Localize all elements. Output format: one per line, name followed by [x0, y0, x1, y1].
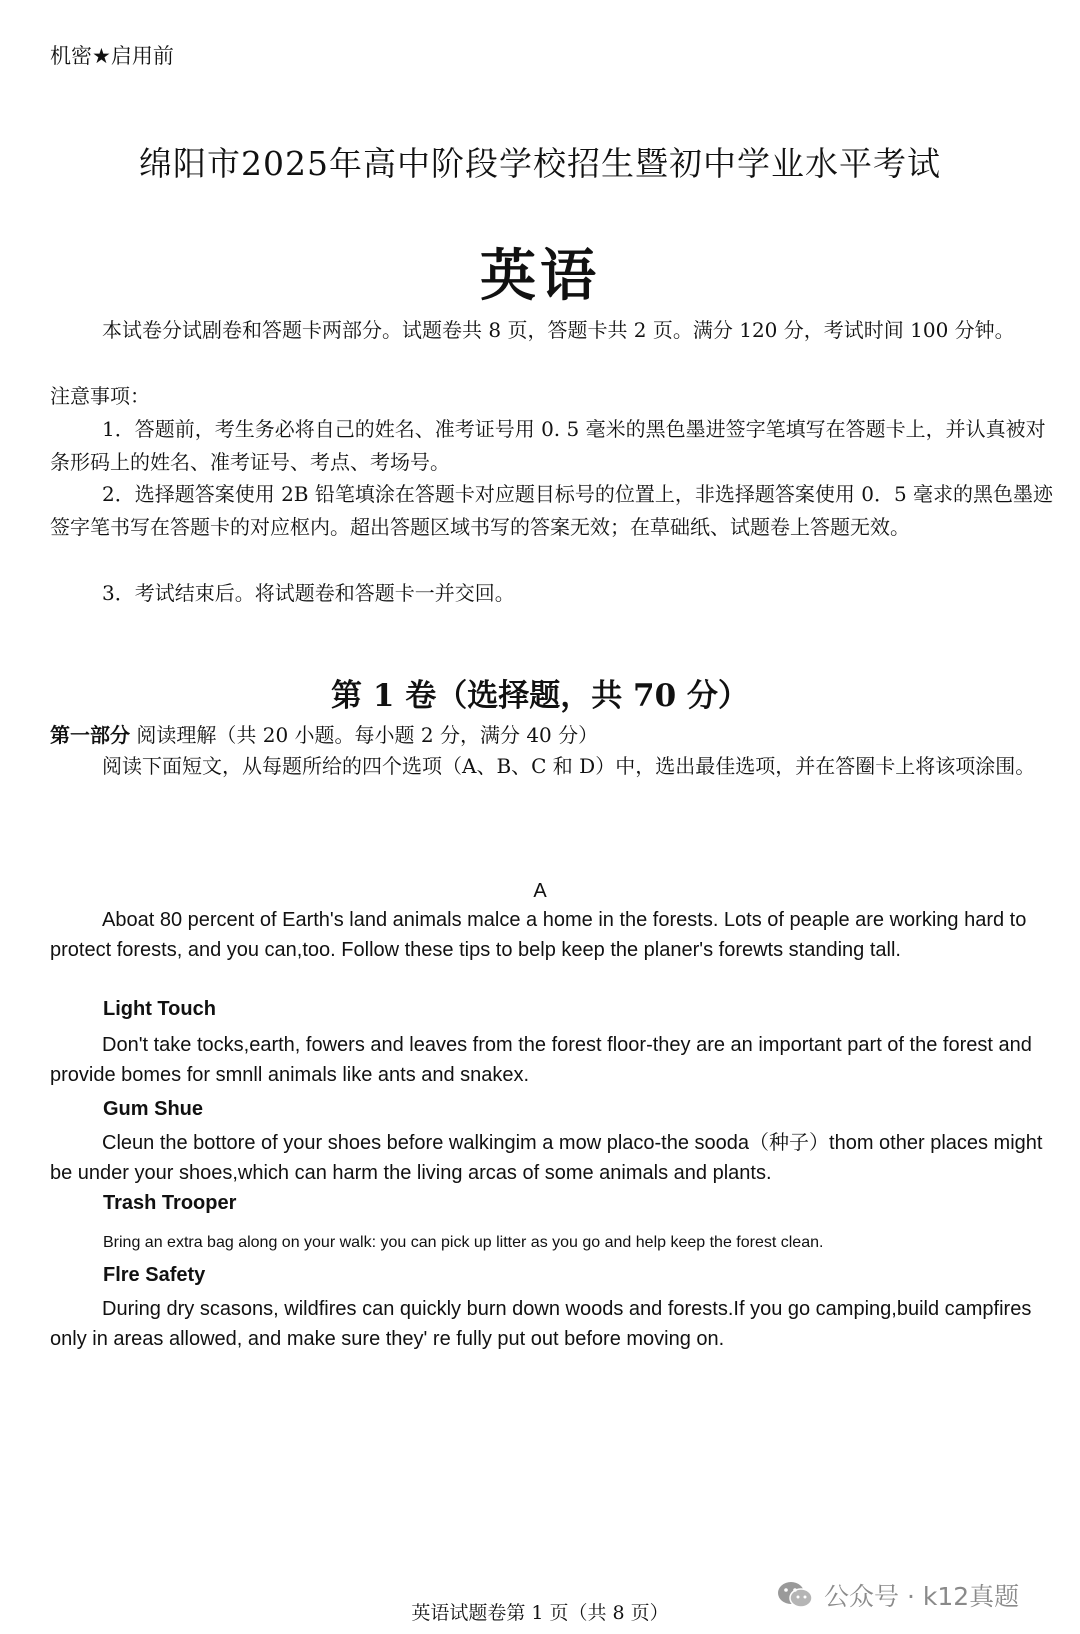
tip-body: Don't take tocks,earth, fowers and leaves from the forest floor-they are an important part of the forest and provide bomes for smnll animals like ants and snakex.	[50, 1034, 1032, 1086]
part-instruction: 阅读下面短文，从每题所给的四个选项（A、B、C 和 D）中，选出最佳选项，并在答圈卡上将该项涂围。	[102, 754, 1036, 778]
part-heading	[50, 719, 1054, 752]
confidential-label: 机密★启用前	[50, 44, 174, 68]
watermark	[776, 1577, 1019, 1613]
tip-heading: Flre Safety	[103, 1264, 206, 1286]
watermark-text: 公众号 · k12真题	[824, 1582, 1020, 1611]
tip-heading: Trash Trooper	[103, 1192, 237, 1214]
subject-title: 英语	[480, 243, 600, 309]
part-description: 阅读理解（共 20 小题。每小题 2 分，满分 40 分）	[130, 723, 599, 747]
note-item-2: 2．选择题答案使用 2B 铅笔填涂在答题卡对应题目标号的位置上，非选择题答案使用 0．5 毫求的黑色墨迹签字笔书写在答题卡的对应枢内。超出答题区域书写的答案无效；在草础纸、试题卷上答题无效。	[50, 482, 1054, 539]
tip-heading: Light Touch	[103, 998, 216, 1020]
tip-heading: Gum Shue	[103, 1098, 204, 1120]
tip-body: During dry scasons, wildfires can quickly burn down woods and forests.If you go camping,build campfires only in areas allowed, and make sure they' re fully put out before moving on.	[50, 1298, 1032, 1350]
passage-intro: Aboat 80 percent of Earth's land animals malce a home in the forests. Lots of peaple are working hard to protect forests, and you can,too. Follow these tips to belp keep the planer's forewts standing tall.	[50, 909, 1027, 961]
tip-body: Bring an extra bag along on your walk: you can pick up litter as you go and help keep the forest clean.	[103, 1234, 824, 1251]
passage-letter: A	[533, 880, 547, 902]
note-item-3: 3．考试结束后。将试题卷和答题卡一并交回。	[102, 581, 515, 605]
wechat-icon	[776, 1580, 814, 1610]
section-title: 第 1 卷（选择题，共 70 分）	[331, 678, 749, 714]
part-label: 第一部分	[50, 723, 130, 747]
tip-body: Cleun the bottore of your shoes before walkingim a mow placo-the sooda（种子）thom other places might be under your shoes,which can harm the living arcas of some animals and plants.	[50, 1132, 1043, 1184]
note-item-1: 1．答题前，考生务必将自己的姓名、准考证号用 0. 5 毫米的黑色墨进签字笔填写在答题卡上，并认真被对条形码上的姓名、准考证号、考点、考场号。	[50, 417, 1046, 474]
notes-title: 注意事项：	[50, 384, 150, 408]
page-footer: 英语试题卷第 1 页（共 8 页）	[411, 1602, 669, 1624]
intro-text: 本试卷分试剧卷和答题卡两部分。试题卷共 8 页，答题卡共 2 页。满分 120 分，考试时间 100 分钟。	[102, 318, 1015, 342]
exam-title: 绵阳市2025年高中阶段学校招生暨初中学业水平考试	[139, 144, 941, 183]
